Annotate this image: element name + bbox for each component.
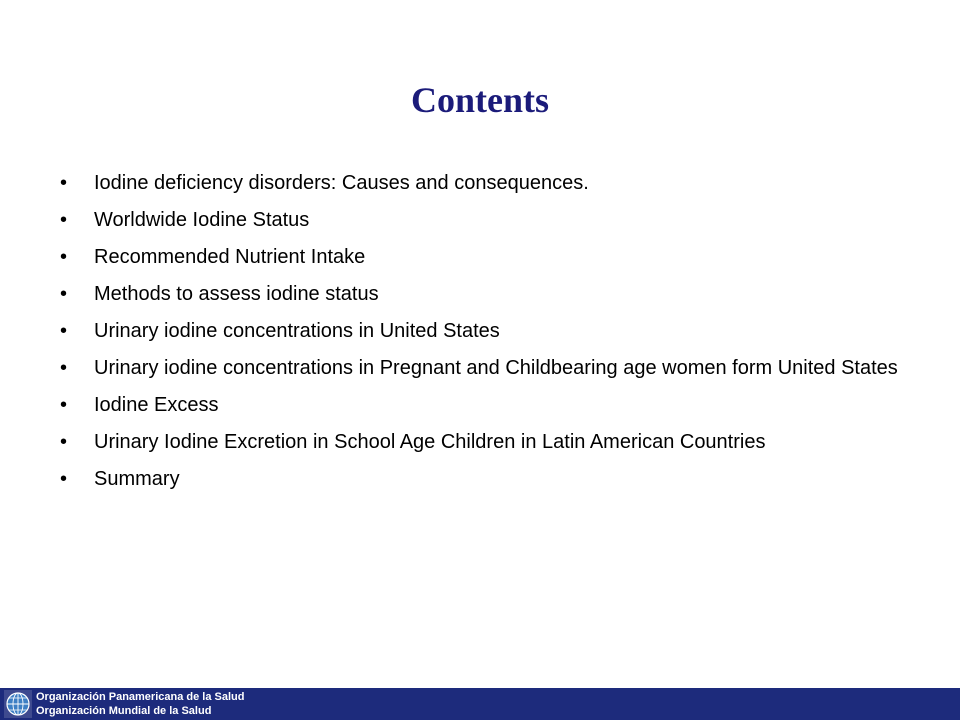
bullet-icon: •	[60, 320, 68, 342]
list-item	[60, 431, 920, 454]
list-item	[60, 246, 920, 269]
bullet-icon: •	[60, 283, 68, 305]
bullet-icon: •	[60, 431, 68, 453]
list-item	[60, 283, 920, 306]
list-item	[60, 357, 920, 380]
list-item-text: Summary	[94, 468, 180, 490]
contents-list	[60, 172, 920, 505]
list-item-text: Methods to assess iodine status	[94, 283, 379, 305]
list-item-text: Iodine Excess	[94, 394, 219, 416]
list-item-text: Urinary Iodine Excretion in School Age Children in Latin American Countries	[94, 431, 766, 453]
bullet-icon: •	[60, 209, 68, 231]
bullet-icon: •	[60, 246, 68, 268]
bullet-icon: •	[60, 357, 68, 379]
list-item	[60, 394, 920, 417]
list-item-text: Iodine deficiency disorders: Causes and consequences.	[94, 172, 589, 194]
list-item	[60, 172, 920, 195]
list-item	[60, 209, 920, 232]
footer-org-line-2: Organización Mundial de la Salud	[36, 705, 212, 717]
bullet-icon: •	[60, 468, 68, 490]
list-item-text: Urinary iodine concentrations in Pregnant and Childbearing age women form United States	[94, 357, 898, 379]
list-item	[60, 320, 920, 343]
bullet-icon: •	[60, 172, 68, 194]
slide-title: Contents	[410, 80, 549, 120]
list-item	[60, 468, 920, 491]
footer-bar	[0, 688, 960, 720]
paho-globe-logo-icon	[4, 690, 32, 718]
footer-org-line-1: Organización Panamericana de la Salud	[36, 691, 245, 703]
list-item-text: Worldwide Iodine Status	[94, 209, 310, 231]
list-item-text: Recommended Nutrient Intake	[94, 246, 366, 268]
bullet-icon: •	[60, 394, 68, 416]
list-item-text: Urinary iodine concentrations in United States	[94, 320, 500, 342]
footer-org-names	[36, 690, 244, 718]
